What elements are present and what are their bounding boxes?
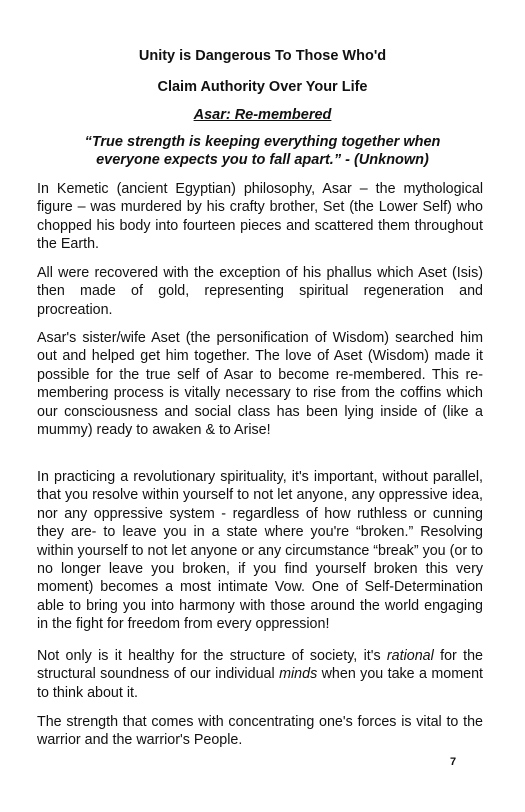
paragraph-3: Asar's sister/wife Aset (the personification of Wisdom) searched him out and helped get him together. The love of Aset (Wisdom) made it possible for the true self of Asar to become re-membered. This re-membering process is vitally necessary to rise from the coffins which our consciousness and social class has been lying inside of (like a mummy) ready to awaken & to Arise! [37, 330, 483, 439]
title-line-2: Claim Authority Over Your Life [157, 79, 368, 95]
title-line-1: Unity is Dangerous To Those Who'd [138, 48, 387, 64]
page-number: 7 [450, 756, 457, 768]
paragraph-5-part-2: for the structural soundness of our individual [37, 648, 483, 683]
section-subtitle: Asar: Re-membered [193, 107, 332, 123]
paragraph-5-part-1: Not only is it healthy for the structure of society, it's [37, 648, 387, 664]
paragraph-1: In Kemetic (ancient Egyptian) philosophy, Asar – the mythological figure – was murdered by his crafty brother, Set (the Lower Self) who chopped his body into fourteen pieces and scattered them throughout the Earth. [37, 181, 483, 253]
paragraph-5-part-3: when you take a moment to think about it. [37, 666, 483, 701]
paragraph-2: All were recovered with the exception of his phallus which Aset (Isis) then made of gold, representing spiritual regeneration and procreation. [37, 265, 483, 318]
epigraph-quote: “True strength is keeping everything together when everyone expects you to fall apart.” - (Unknown) [84, 134, 441, 168]
emphasis-rational: rational [386, 648, 434, 664]
paragraph-6: The strength that comes with concentrating one's forces is vital to the warrior and the warrior's People. [37, 714, 483, 749]
paragraph-5 [37, 647, 483, 702]
emphasis-minds: minds [279, 666, 318, 683]
paragraph-4: In practicing a revolutionary spirituality, it's important, without parallel, that you resolve within yourself to not let anyone, any oppressive idea, nor any oppressive system - regardless of how ruthless or cunning they are- to leave you in a state where you're “broken.” Resolving within yourself to not let anyone or any circumstance “break” you (or to no longer leave you broken, if you find yourself broken this very moment) becomes a most intimate Vow. One of Self-Determination able to bring you into harmony with those around the world engaging in the fight for freedom from every oppression! [37, 469, 483, 633]
